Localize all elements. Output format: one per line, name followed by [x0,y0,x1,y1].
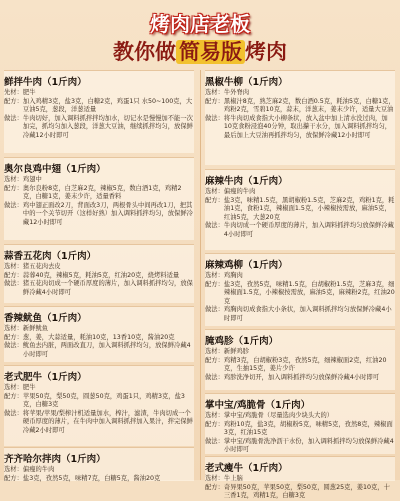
recipe-row: 选材： 肥牛 [4,384,36,391]
recipe-row: 做法： 掌中宝/鸡脆骨洗净沥干水份，加入调料抓拌均匀放保鲜冷藏4小时即可 [205,437,394,454]
recipe-row: 配方： 盐3克，味精1.5克，黑胡椒粉1.5克，芝麻2克，鸡粉1克，耗油1克，食粉1克，辣椒面1.5克，小辣椒按需放，麻油5克，红油5克，大葱20克 [205,196,395,221]
recipe-card-left-6 [4,447,194,481]
recipe-row: 配方： 加入鸡精3克，盐3克，白糖2克，鸡蛋1只 水50~100克，大豆油5克，葱段，洋葱适量 [4,97,193,114]
recipe-card-right-6 [205,456,395,500]
subtitle-post: 烤肉 [245,40,287,64]
recipe-row: 选材： 牛外脊肉 [205,89,250,96]
subtitle-pre: 教你做 [113,40,176,64]
recipe-row: 做法： 将牛肉切成食指大小柳条状，放入盆中加上清水没过肉，加10克食粉浸泡40分钟，取出攥干水分，加入调料抓拌均匀，最后加上大豆油再抓拌均匀，放保鲜冷藏12小时即可 [205,114,392,139]
recipe-row: 配方： 奥尔良粉8克，白芝麻2克，辣椒5克，数白酒1克，鸡精2克，白糖1克，姜末少许，适量香料 [4,184,182,201]
recipe-row: 配方： 鸡粉10克，盐3克，胡椒粉5克，味精5克，孜然8克，辣椒面3克，红油15克 [205,420,393,437]
recipe-row: 做法： 将苹果/苹果/梨榨汁机适量加水，榨汁，滤渣，牛肉切成一个硬币厚度的薄片，在牛肉中加入调料抓拌加入果汁，拌完保鲜冷藏2小时即可 [4,409,193,434]
recipe-row: 做法： 牛肉切成一个硬币厚度的薄片，加入调料抓拌均匀放保鲜冷藏4小时即可 [205,222,394,238]
recipe-row: 做法： 鱿鱼去内脏，两面改直刀，加入调料抓拌均匀，放保鲜冷藏4小时即可 [4,342,191,358]
recipe-title: 麻辣鸡柳（1斤肉） [205,260,288,271]
recipe-row: 做法： 鸡中翅正面改2刀，背面改3刀，两根骨头中间再改1刀，把其中的一个关节切开（这样好熟）加入调料抓拌均匀，放保鲜冷藏12小时即可 [4,201,193,226]
recipe-card-left-1 [4,70,194,153]
recipe-row: 做法： 鸡胸肉切成食指大小条状，加入调料抓拌均匀放保鲜冷藏4小时即可 [205,306,392,322]
recipe-row: 选材： 新鲜鱿鱼 [4,325,49,332]
recipe-row: 配方： 黑椒汁8克，熟芝麻2克，数白酒0.5克，耗油5克，白糖1克，鸡粉2克，雪碧10克，蒜末，洋葱末，姜末少许，适量大豆油 [205,97,395,114]
recipe-title: 齐齐哈尔拌肉（1斤肉） [4,454,106,465]
recipe-card-left-3 [4,244,194,303]
recipe-title: 黑椒牛柳（1斤肉） [205,77,288,88]
recipe-row: 配方： 鸡精3克，白胡椒粉3克，孜然5克，细辣椒面2克，红油20克，生抽15克，姜片少许 [205,356,387,373]
recipe-row: 选材： 鸡胸肉 [205,272,243,279]
recipe-row: 配方： 盐3克，孜然5克，味精1.5克，白胡椒粉1.5克，芝麻3克，细辣椒面1.5克，小辣椒按需放，麻油5克，麻辣粉2克，红油20克 [205,280,395,305]
recipe-row: 选材： 新鲜鸡胗 [205,348,250,355]
recipe-title: 鲜拌牛肉（1斤肉） [4,77,87,88]
subtitle-highlight: 简易版 [176,40,245,64]
recipe-card-right-3 [205,253,395,326]
recipe-row: 配方： 奇异果50克，苹果50克，梨50克，圆葱25克，姜10克，十三香1克，鸡精1克，白糖3克 [205,483,390,500]
recipe-title: 香辣鱿鱼（1斤肉） [4,313,87,324]
recipe-row: 做法： 牛肉切好，加入调料抓拌拌均加水，切记水是慢慢加不能一次加完，抓均匀加入葱段，洋葱大豆油，继续抓拌均匀，放保鲜冷藏12小时即可 [4,114,193,139]
recipe-title: 掌中宝/鸡脆骨（1斤肉） [205,400,311,411]
recipe-row: 做法： 鸡胗洗净切开，加入调料抓拌均匀放保鲜冷藏4小时即可 [205,373,380,381]
header [0,0,400,66]
recipe-title: 老式瘦牛（1斤肉） [205,463,288,474]
recipe-card-right-2 [205,169,395,250]
recipe-card-left-5 [4,365,194,446]
recipe-card-left-4 [4,306,194,362]
recipe-row: 选材： 鸡翅中 [4,176,42,183]
recipe-row: 配方： 葱，姜，大蒜适量，耗油10克，13香10克，酱油20克 [4,333,175,341]
recipe-card-left-2 [4,157,194,240]
recipe-row: 选材： 偏瘦的牛肉 [4,466,55,473]
recipe-title: 奥尔良鸡中翅（1斤肉） [4,164,106,175]
recipe-card-right-4 [205,329,395,390]
recipe-row: 选材： 牛上脑 [205,475,243,482]
recipe-title: 腌鸡胗（1斤肉） [205,336,279,347]
recipe-row: 选材： 猪五花肉去皮 [4,263,61,270]
recipe-title: 麻辣牛肉（1斤肉） [205,176,288,187]
recipe-title: 蒜香五花肉（1斤肉） [4,251,97,262]
recipe-card-right-1 [205,70,395,165]
recipe-row: 配方： 蒜蓉40克，辣椒5克，耗油5克，红油20克，烧烤料适量 [4,271,180,279]
recipe-title: 老式肥牛（1斤肉） [4,372,87,383]
recipe-row: 配方： 苹果50克，梨50克，圆葱50克，鸡蛋1只，鸡精3克，盐3克，白糖3克 [4,392,185,409]
page-title: 烤肉店老板 [150,12,250,36]
recipe-row: 选材： 掌中宝/鸡脆骨（尽量选肉少块头大的） [205,412,334,419]
recipe-row: 先材： 肥牛 [4,89,36,96]
page-subtitle [0,36,400,66]
recipe-row: 选材： 偏瘦的牛肉 [205,188,256,195]
column-divider [200,70,201,480]
recipe-row: 做法： 猪五花肉切成一个硬币厚度的薄片，加入调料抓拌均匀，放保鲜冷藏4小时即可 [4,280,193,296]
recipe-row: 配方： 盐3克，孜然5克，味精7克，白糖5克，酱油20克 [4,474,161,482]
recipe-card-right-5 [205,393,395,454]
